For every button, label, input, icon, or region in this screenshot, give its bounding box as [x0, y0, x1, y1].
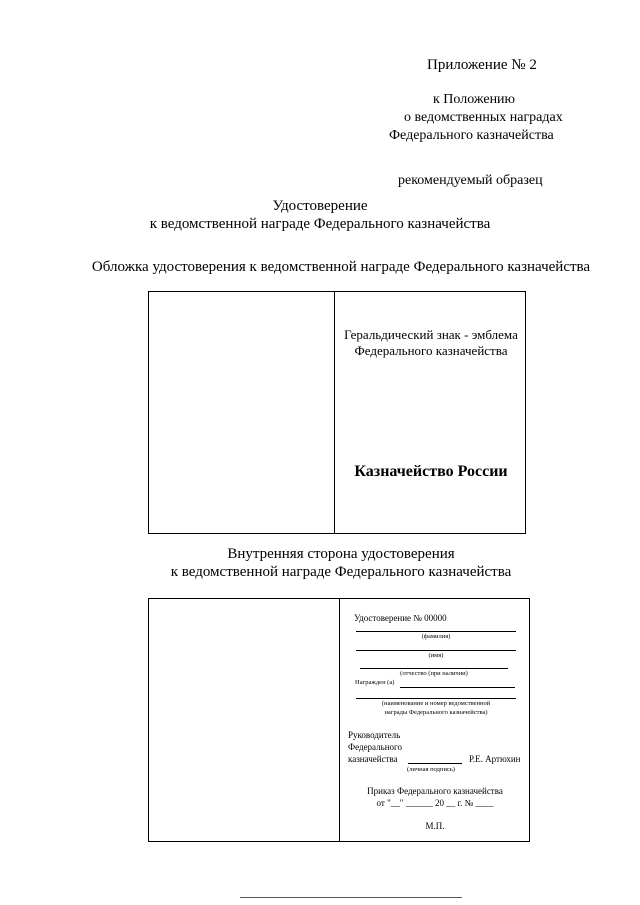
- sample-label: рекомендуемый образец: [398, 173, 543, 188]
- head-line-1: Руководитель: [348, 730, 401, 740]
- awarded-line: [400, 687, 515, 688]
- signatory-name: Р.Е. Артюхин: [469, 754, 521, 764]
- order-line-2: от "__" ______ 20 __ г. № ____: [376, 798, 494, 808]
- certificate-title: Удостоверение: [272, 198, 368, 214]
- cover-frame: [148, 291, 526, 534]
- signature-line: [408, 763, 462, 764]
- surname-line: [356, 631, 516, 632]
- appendix-line-3: Федерального казначейства: [389, 128, 554, 143]
- cover-emblem-caption: [335, 327, 527, 359]
- award-name-label-2: награды Федерального казначейства): [384, 709, 488, 716]
- appendix-number: Приложение № 2: [427, 57, 537, 73]
- inner-subtitle: к ведомственной награде Федерального казначейства: [170, 564, 512, 580]
- head-line-3: казначейства: [348, 754, 398, 764]
- surname-label: (фамилия): [421, 633, 451, 640]
- emblem-line-2: Федерального казначейства: [354, 343, 508, 358]
- awarded-label: Награжден (а): [355, 679, 395, 686]
- inner-frame: [148, 598, 530, 842]
- patronymic-label: (отчество (при наличии): [400, 670, 468, 677]
- emblem-line-1: Геральдический знак - эмблема: [344, 327, 518, 342]
- name-label: (имя): [428, 652, 444, 659]
- signature-label: (личная подпись): [407, 766, 455, 773]
- cover-heading: Обложка удостоверения к ведомственной награде Федерального казначейства: [91, 259, 591, 275]
- order-line-1: Приказ Федерального казначейства: [367, 786, 503, 796]
- appendix-line-1: к Положению: [433, 92, 516, 107]
- name-line: [356, 650, 516, 651]
- award-name-label-1: (наименование и номер ведомственной: [381, 700, 491, 707]
- seal-label: М.П.: [425, 821, 445, 831]
- cover-bottom-text: Казначейство России: [354, 463, 508, 480]
- inner-title: Внутренняя сторона удостоверения: [227, 546, 455, 562]
- appendix-line-2: о ведомственных наградах: [404, 110, 563, 125]
- certificate-subtitle: к ведомственной награде Федерального казначейства: [149, 216, 491, 232]
- page-bottom-edge: [240, 897, 462, 898]
- certificate-number: Удостоверение № 00000: [354, 613, 447, 623]
- award-name-line: [356, 698, 516, 699]
- head-line-2: Федерального: [348, 742, 403, 752]
- patronymic-line: [360, 668, 508, 669]
